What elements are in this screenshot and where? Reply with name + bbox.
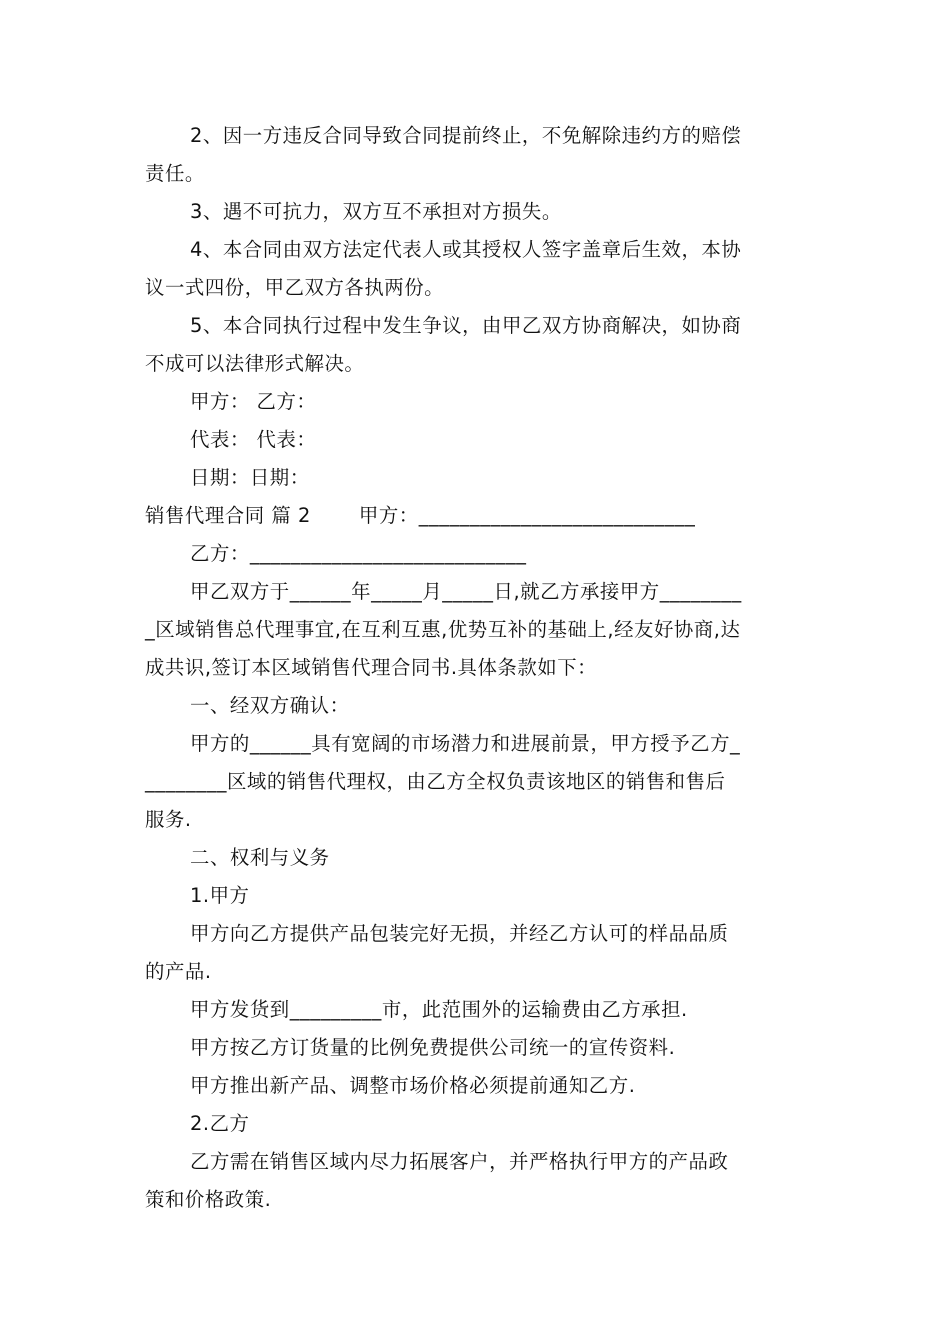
agreement-intro-line-1: 甲乙双方于______年_____月_____日,就乙方承接甲方________ xyxy=(190,580,742,603)
agreement-intro-line-2: _区域销售总代理事宜,在互利互惠,优势互补的基础上,经友好协商,达 xyxy=(145,618,741,641)
date-line: 日期：日期： xyxy=(190,466,310,489)
clause-2-line-2: 责任。 xyxy=(145,162,205,185)
agreement-intro-line-3: 成共识,签订本区域销售代理合同书.具体条款如下： xyxy=(145,656,598,679)
clause-2-line-1: 2、因一方违反合同导致合同提前终止，不免解除违约方的赔偿 xyxy=(190,124,742,147)
contract-section-heading-row xyxy=(145,497,695,535)
party-a-obligation-3: 甲方按乙方订货量的比例免费提供公司统一的宣传资料. xyxy=(190,1036,676,1059)
party-b-blank-line: 乙方：___________________________ xyxy=(190,542,527,565)
party-a-obligation-4: 甲方推出新产品、调整市场价格必须提前通知乙方. xyxy=(190,1074,636,1097)
clause-5-line-2: 不成可以法律形式解决。 xyxy=(145,352,365,375)
party-a-subheading: 1.甲方 xyxy=(190,884,250,907)
contract-section-title: 销售代理合同 篇 2 xyxy=(145,504,311,527)
section-one-text-line-3: 服务. xyxy=(145,808,192,831)
party-a-blank-line: 甲方：___________________________ xyxy=(358,504,696,527)
representative-line: 代表： 代表： xyxy=(190,428,317,451)
clause-5-line-1: 5、本合同执行过程中发生争议，由甲乙双方协商解决，如协商 xyxy=(190,314,742,337)
section-one-heading: 一、经双方确认： xyxy=(190,694,350,717)
party-b-obligation-line-2: 策和价格政策. xyxy=(145,1188,272,1211)
party-a-obligation-2: 甲方发货到_________市，此范围外的运输费由乙方承担. xyxy=(190,998,688,1021)
clause-4-line-2: 议一式四份，甲乙双方各执两份。 xyxy=(145,276,445,299)
clause-3: 3、遇不可抗力，双方互不承担对方损失。 xyxy=(190,200,562,223)
party-b-obligation-line-1: 乙方需在销售区域内尽力拓展客户，并严格执行甲方的产品政 xyxy=(190,1150,729,1173)
clause-4-line-1: 4、本合同由双方法定代表人或其授权人签字盖章后生效，本协 xyxy=(190,238,742,261)
party-b-subheading: 2.乙方 xyxy=(190,1112,250,1135)
party-a-obligation-1-line-1: 甲方向乙方提供产品包装完好无损，并经乙方认可的样品品质 xyxy=(190,922,729,945)
section-two-heading: 二、权利与义务 xyxy=(190,846,330,869)
section-one-text-line-1: 甲方的______具有宽阔的市场潜力和进展前景，甲方授予乙方_ xyxy=(190,732,741,755)
party-a-obligation-1-line-2: 的产品. xyxy=(145,960,212,983)
party-signature-line: 甲方： 乙方： xyxy=(190,390,317,413)
section-one-text-line-2: ________区域的销售代理权，由乙方全权负责该地区的销售和售后 xyxy=(145,770,726,793)
